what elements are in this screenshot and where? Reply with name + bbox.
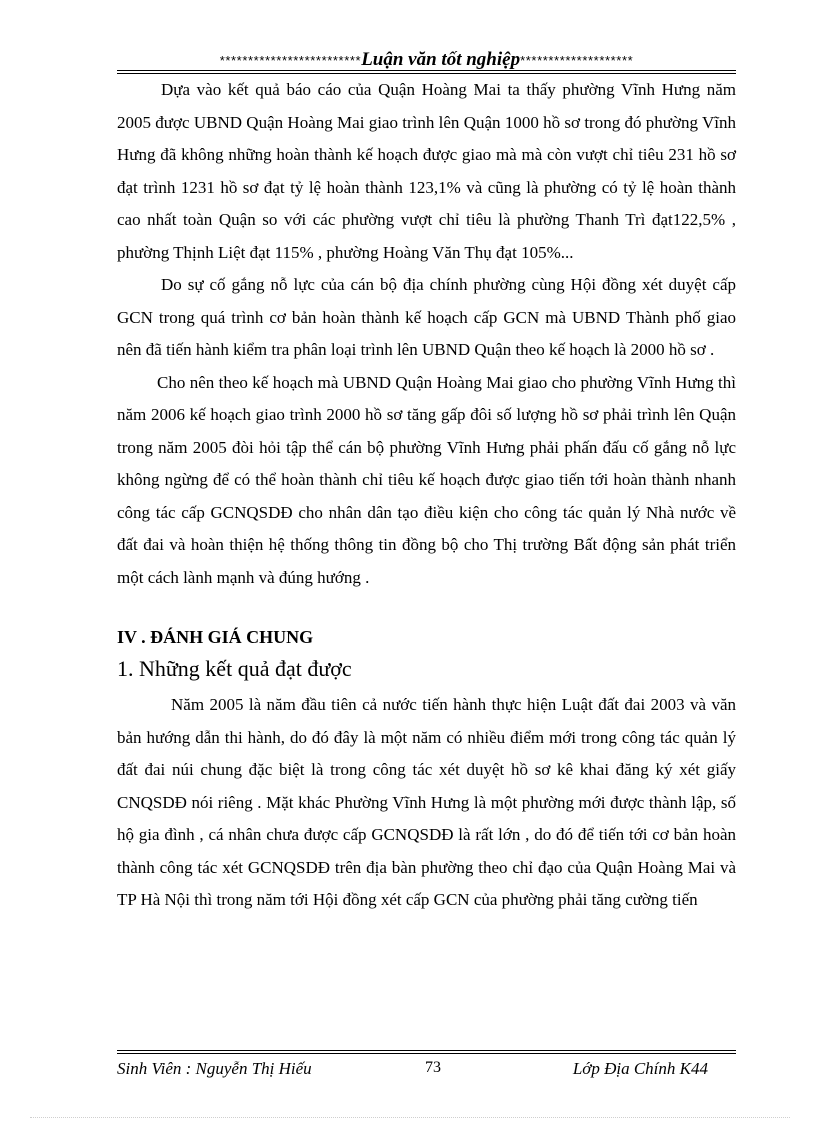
- header-rule: [117, 70, 736, 71]
- section-title: IV . ĐÁNH GIÁ CHUNG: [117, 627, 314, 647]
- header-title: Luận văn tốt nghiệp: [361, 49, 521, 70]
- header-stars-right: ********************: [520, 52, 634, 68]
- paragraph-2: Do sự cố gắng nỗ lực của cán bộ địa chính phường cùng Hội đồng xét duyệt cấp GCN trong quá trình cơ bản hoàn thành kế hoạch cấp GCN mà UBND Thành phố giao nên đã tiến hành kiểm tra phân loại trình lên UBND Quận theo kế hoạch là 2000 hồ sơ .: [117, 275, 736, 359]
- footer-class-name: Lớp Địa Chính K44: [572, 1059, 708, 1078]
- paragraph-1: Dựa vào kết quả báo cáo của Quận Hoàng Mai ta thấy phường Vĩnh Hưng năm 2005 được UBND Quận Hoàng Mai giao trình lên Quận 1000 hồ sơ trong đó phường Vĩnh Hưng đã không những hoàn thành kế hoạch được giao mà mà còn vượt chỉ tiêu 231 hồ sơ đạt trình 1231 hồ sơ đạt tỷ lệ hoàn thành 123,1% và cũng là phường có tỷ lệ hoàn thành cao nhất toàn Quận so với các phường vượt chỉ tiêu là phường Thanh Trì đạt122,5% , phường Thịnh Liệt đạt 115% , phường Hoàng Văn Thụ đạt 105%...: [117, 80, 736, 262]
- footer-rule-double: [117, 1053, 736, 1054]
- footer-page-number: 73: [425, 1059, 441, 1076]
- page-bottom-border: [30, 1117, 790, 1118]
- footer-student-name: Sinh Viên : Nguyễn Thị Hiếu: [117, 1059, 312, 1078]
- page-body: [117, 74, 736, 917]
- paragraph-4: Năm 2005 là năm đầu tiên cả nước tiến hành thực hiện Luật đất đai 2003 và văn bản hướng dẫn thi hành, do đó đây là một năm có nhiều điểm mới trong công tác quản lý đất đai núi chung đặc biệt là trong công tác xét duyệt hồ sơ kê khai đăng ký xét giấy CNQSDĐ nói riêng . Mặt khác Phường Vĩnh Hưng là một phường mới được thành lập, số hộ gia đình , cá nhân chưa được cấp GCNQSDĐ là rất lớn , do đó để tiến tới cơ bản hoàn thành công tác xét GCNQSDĐ trên địa bàn phường theo chỉ đạo của Quận Hoàng Mai và TP Hà Nội thì trong năm tới Hội đồng xét cấp GCN của phường phải tăng cường tiến: [117, 695, 736, 909]
- subsection-title: 1. Những kết quả đạt được: [117, 656, 352, 681]
- page-footer: [117, 1059, 736, 1085]
- footer-rule: [117, 1050, 736, 1051]
- page-header: [117, 48, 736, 72]
- header-stars-left: *************************: [219, 52, 362, 68]
- paragraph-3: Cho nên theo kế hoạch mà UBND Quận Hoàng Mai giao cho phường Vĩnh Hưng thì năm 2006 kế hoạch giao trình 2000 hồ sơ tăng gấp đôi số lượng hồ sơ phải trình lên Quận trong năm 2005 đòi hỏi tập thể cán bộ phường Vĩnh Hưng phải phấn đấu cố gắng nỗ lực không ngừng để có thể hoàn thành chỉ tiêu kế hoạch được giao tiến tới hoàn thành nhanh công tác cấp GCNQSDĐ cho nhân dân tạo điều kiện cho công tác quản lý Nhà nước về đất đai và hoàn thiện hệ thống thông tin đồng bộ cho Thị trường Bất động sản phát triển một cách lành mạnh và đúng hướng .: [117, 372, 736, 587]
